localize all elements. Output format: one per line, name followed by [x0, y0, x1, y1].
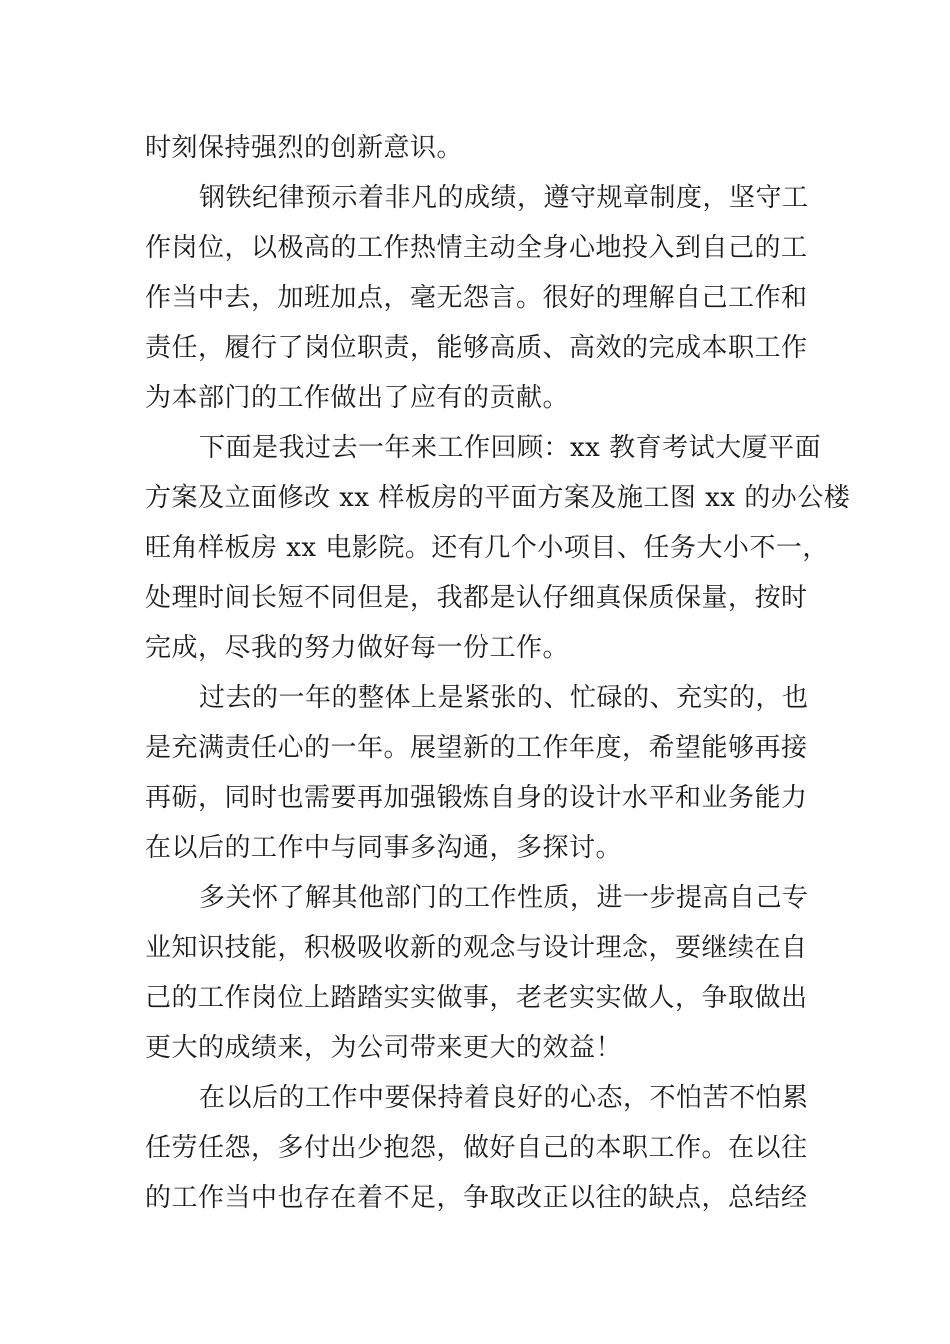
text-line: 方案及立面修改 xx 样板房的平面方案及施工图 xx 的办公楼 [145, 483, 851, 513]
paragraph-first-line: 下面是我过去一年来工作回顾：xx 教育考试大厦平面 [199, 433, 822, 463]
text-line: 业知识技能，积极吸收新的观念与设计理念，要继续在自 [145, 933, 808, 963]
paragraph-first-line: 钢铁纪律预示着非凡的成绩，遵守规章制度，坚守工 [199, 183, 809, 213]
text-line: 作岗位，以极高的工作热情主动全身心地投入到自己的工 [145, 233, 808, 263]
text-line: 任劳任怨，多付出少抱怨，做好自己的本职工作。在以往 [145, 1133, 808, 1163]
text-line: 是充满责任心的一年。展望新的工作年度，希望能够再接 [145, 733, 808, 763]
text-line: 作当中去，加班加点，毫无怨言。很好的理解自己工作和 [145, 283, 808, 313]
text-line: 更大的成绩来，为公司带来更大的效益！ [145, 1033, 623, 1063]
text-line: 时刻保持强烈的创新意识。 [145, 133, 464, 163]
text-line: 责任，履行了岗位职责，能够高质、高效的完成本职工作 [145, 333, 808, 363]
paragraph-first-line: 在以后的工作中要保持着良好的心态，不怕苦不怕累 [199, 1083, 809, 1113]
text-line: 己的工作岗位上踏踏实实做事，老老实实做人，争取做出 [145, 983, 808, 1013]
text-line: 旺角样板房 xx 电影院。还有几个小项目、任务大小不一， [145, 533, 829, 563]
paragraph-first-line: 多关怀了解其他部门的工作性质，进一步提高自己专 [199, 883, 809, 913]
text-line: 完成，尽我的努力做好每一份工作。 [145, 633, 570, 663]
text-line: 在以后的工作中与同事多沟通，多探讨。 [145, 833, 623, 863]
text-line: 的工作当中也存在着不足，争取改正以往的缺点，总结经 [145, 1183, 808, 1213]
document-body [145, 123, 851, 1223]
text-line: 再砺，同时也需要再加强锻炼自身的设计水平和业务能力 [145, 783, 808, 813]
text-line: 为本部门的工作做出了应有的贡献。 [145, 383, 570, 413]
paragraph-first-line: 过去的一年的整体上是紧张的、忙碌的、充实的，也 [199, 683, 809, 713]
text-line: 处理时间长短不同但是，我都是认仔细真保质保量，按时 [145, 583, 808, 613]
